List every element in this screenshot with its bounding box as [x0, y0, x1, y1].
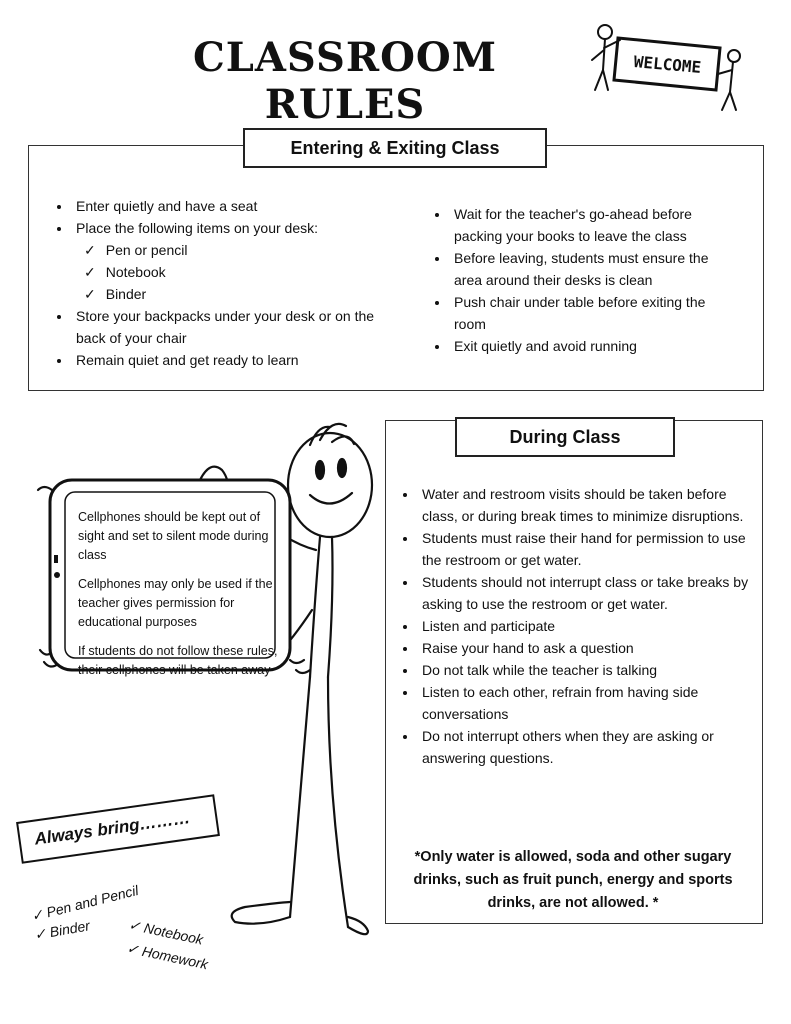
- check-item: ✓ Notebook: [80, 261, 402, 283]
- list-item: • Listen and participate: [418, 615, 750, 637]
- list-item: • Exit quietly and avoid running: [450, 335, 730, 357]
- drinks-note: *Only water is allowed, soda and other sugary drinks, such as fruit punch, energy and sports drinks, are not allowed. *: [413, 849, 733, 911]
- list-item: • Listen to each other, refrain from having side conversations: [418, 681, 750, 725]
- during-heading: During Class: [455, 417, 675, 457]
- always-bring-label: Always bring………: [33, 807, 192, 849]
- list-item: • Students should not interrupt class or take breaks by asking to use the restroom or get water.: [418, 571, 750, 615]
- list-item: • Store your backpacks under your desk or on the back of your chair: [72, 305, 402, 349]
- bring-item-homework: ✓ Homework: [125, 939, 210, 973]
- bring-item-pen: ✓ Pen and Pencil: [29, 881, 140, 925]
- entering-right-list: [430, 203, 730, 357]
- bring-item-binder: ✓ Binder: [32, 917, 91, 943]
- list-item: • Students must raise their hand for permission to use the restroom or get water.: [418, 527, 750, 571]
- list-item: • Wait for the teacher's go-ahead before packing your books to leave the class: [450, 203, 730, 247]
- phone-rule: Cellphones should be kept out of sight and set to silent mode during class: [78, 510, 269, 562]
- phone-rule: Cellphones may only be used if the teacher gives permission for educational purposes: [78, 577, 273, 629]
- list-item: • Before leaving, students must ensure the area around their desks is clean: [450, 247, 730, 291]
- list-item: • Remain quiet and get ready to learn: [72, 349, 402, 371]
- phone-rule: If students do not follow these rules, their cellphones will be taken away: [78, 644, 278, 677]
- entering-heading: Entering & Exiting Class: [243, 128, 547, 168]
- check-item: ✓ Binder: [80, 283, 402, 305]
- list-item: • Push chair under table before exiting the room: [450, 291, 730, 335]
- list-item: • Enter quietly and have a seat: [72, 195, 402, 217]
- bring-item-notebook: ✓ Notebook: [127, 916, 205, 948]
- list-item: • Do not interrupt others when they are asking or answering questions.: [418, 725, 750, 769]
- page-title: CLASSROOM RULES: [192, 34, 498, 128]
- welcome-illustration: [580, 18, 750, 113]
- list-item: • Water and restroom visits should be taken before class, or during break times to minimize disruptions.: [418, 483, 750, 527]
- entering-left-list: [52, 195, 402, 371]
- during-list: [398, 483, 750, 769]
- welcome-text: WELCOME: [633, 52, 702, 77]
- list-item: • Raise your hand to ask a question: [418, 637, 750, 659]
- list-item: • Place the following items on your desk: ✓ Pen or pencil ✓ Notebook ✓ Binder: [72, 217, 402, 305]
- phone-screen-text: [78, 508, 278, 690]
- check-item: ✓ Pen or pencil: [80, 239, 402, 261]
- list-item: • Do not talk while the teacher is talking: [418, 659, 750, 681]
